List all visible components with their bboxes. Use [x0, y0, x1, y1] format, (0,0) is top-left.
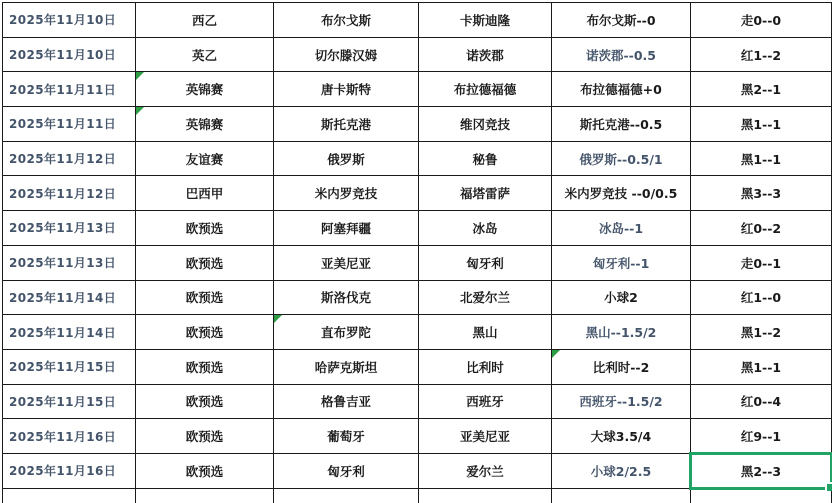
cell-handicap[interactable]: 小球2 — [552, 281, 691, 316]
cell-result[interactable]: 黑1--1 — [691, 350, 832, 385]
cell-date[interactable]: 2025年11月11日 — [3, 72, 136, 107]
cell-handicap[interactable]: 诺茨郡--0.5 — [552, 38, 691, 73]
cell-league[interactable]: 西乙 — [136, 3, 274, 38]
cell-date[interactable]: 2025年11月15日 — [3, 385, 136, 420]
cell-result[interactable]: 走0--1 — [691, 246, 832, 281]
cell-handicap[interactable]: 小球2/2.5 — [552, 454, 691, 489]
cell-result[interactable]: 红9--1 — [691, 419, 832, 454]
cell-home[interactable]: 布尔戈斯 — [274, 3, 419, 38]
cell-league[interactable]: 欧预选 — [136, 385, 274, 420]
cell-result[interactable]: 黑1--1 — [691, 142, 832, 177]
cell-date[interactable]: 2025年11月13日 — [3, 211, 136, 246]
cell-handicap[interactable]: 布尔戈斯--0 — [552, 3, 691, 38]
cell-handicap[interactable]: 西班牙--1.5/2 — [552, 385, 691, 420]
cell-date[interactable]: 2025年11月12日 — [3, 176, 136, 211]
cell-league[interactable]: 英锦赛 — [136, 107, 274, 142]
cell-home[interactable]: 葡萄牙 — [274, 419, 419, 454]
cell-handicap[interactable]: 大球3.5/4 — [552, 419, 691, 454]
cell-home[interactable]: 亚美尼亚 — [274, 246, 419, 281]
cell-home[interactable]: 切尔滕汉姆 — [274, 38, 419, 73]
cell-empty[interactable] — [419, 489, 552, 503]
cell-result[interactable]: 红1--0 — [691, 281, 832, 316]
cell-handicap[interactable]: 比利时--2 — [552, 350, 691, 385]
error-triangle-icon — [136, 107, 144, 115]
cell-empty[interactable] — [274, 489, 419, 503]
cell-handicap[interactable]: 米内罗竞技 --0/0.5 — [552, 176, 691, 211]
cell-date[interactable]: 2025年11月14日 — [3, 315, 136, 350]
cell-result[interactable]: 红0--2 — [691, 211, 832, 246]
cell-date[interactable]: 2025年11月14日 — [3, 281, 136, 316]
cell-empty[interactable] — [552, 489, 691, 503]
cell-away[interactable]: 亚美尼亚 — [419, 419, 552, 454]
cell-handicap[interactable]: 布拉德福德+0 — [552, 72, 691, 107]
cell-home[interactable]: 唐卡斯特 — [274, 72, 419, 107]
cell-home[interactable]: 斯洛伐克 — [274, 281, 419, 316]
cell-handicap[interactable]: 匈牙利--1 — [552, 246, 691, 281]
cell-away[interactable]: 维冈竞技 — [419, 107, 552, 142]
cell-league[interactable]: 欧预选 — [136, 281, 274, 316]
cell-home[interactable]: 格鲁吉亚 — [274, 385, 419, 420]
cell-handicap[interactable]: 斯托克港--0.5 — [552, 107, 691, 142]
cell-date[interactable]: 2025年11月11日 — [3, 107, 136, 142]
cell-result[interactable]: 红0--4 — [691, 385, 832, 420]
cell-home[interactable]: 米内罗竞技 — [274, 176, 419, 211]
cell-away[interactable]: 冰岛 — [419, 211, 552, 246]
cell-away[interactable]: 匈牙利 — [419, 246, 552, 281]
cell-league[interactable]: 欧预选 — [136, 419, 274, 454]
cell-away[interactable]: 布拉德福德 — [419, 72, 552, 107]
cell-result[interactable]: 走0--0 — [691, 3, 832, 38]
cell-league[interactable]: 英乙 — [136, 38, 274, 73]
error-triangle-icon — [274, 315, 282, 323]
cell-league[interactable]: 欧预选 — [136, 211, 274, 246]
cell-handicap[interactable]: 黑山--1.5/2 — [552, 315, 691, 350]
error-triangle-icon — [552, 350, 560, 358]
cell-home[interactable]: 俄罗斯 — [274, 142, 419, 177]
cell-league[interactable]: 欧预选 — [136, 350, 274, 385]
cell-away[interactable]: 福塔雷萨 — [419, 176, 552, 211]
cell-date[interactable]: 2025年11月12日 — [3, 142, 136, 177]
cell-result[interactable]: 黑1--1 — [691, 107, 832, 142]
cell-home[interactable]: 匈牙利 — [274, 454, 419, 489]
cell-away[interactable]: 卡斯迪隆 — [419, 3, 552, 38]
cell-away[interactable]: 爱尔兰 — [419, 454, 552, 489]
cell-home[interactable]: 阿塞拜疆 — [274, 211, 419, 246]
cell-league[interactable]: 巴西甲 — [136, 176, 274, 211]
cell-home[interactable]: 斯托克港 — [274, 107, 419, 142]
cell-empty[interactable] — [3, 489, 136, 503]
cell-date[interactable]: 2025年11月15日 — [3, 350, 136, 385]
cell-away[interactable]: 黑山 — [419, 315, 552, 350]
fill-handle[interactable] — [825, 482, 832, 491]
cell-away[interactable]: 秘鲁 — [419, 142, 552, 177]
cell-handicap[interactable]: 冰岛--1 — [552, 211, 691, 246]
cell-date[interactable]: 2025年11月16日 — [3, 419, 136, 454]
cell-home[interactable]: 哈萨克斯坦 — [274, 350, 419, 385]
cell-league[interactable]: 友谊赛 — [136, 142, 274, 177]
cell-away[interactable]: 西班牙 — [419, 385, 552, 420]
cell-result[interactable]: 黑2--3 — [691, 454, 832, 489]
cell-league[interactable]: 欧预选 — [136, 315, 274, 350]
cell-date[interactable]: 2025年11月10日 — [3, 38, 136, 73]
cell-result[interactable]: 黑1--2 — [691, 315, 832, 350]
cell-away[interactable]: 北爱尔兰 — [419, 281, 552, 316]
cell-result[interactable]: 红1--2 — [691, 38, 832, 73]
cell-handicap[interactable]: 俄罗斯--0.5/1 — [552, 142, 691, 177]
cell-away[interactable]: 比利时 — [419, 350, 552, 385]
cell-result[interactable]: 黑3--3 — [691, 176, 832, 211]
cell-empty[interactable] — [691, 489, 832, 503]
cell-home[interactable]: 直布罗陀 — [274, 315, 419, 350]
cell-league[interactable]: 英锦赛 — [136, 72, 274, 107]
cell-date[interactable]: 2025年11月13日 — [3, 246, 136, 281]
error-triangle-icon — [136, 72, 144, 80]
cell-date[interactable]: 2025年11月10日 — [3, 3, 136, 38]
cell-league[interactable]: 欧预选 — [136, 246, 274, 281]
spreadsheet-table — [2, 2, 832, 503]
cell-result[interactable]: 黑2--1 — [691, 72, 832, 107]
cell-league[interactable]: 欧预选 — [136, 454, 274, 489]
cell-date[interactable]: 2025年11月16日 — [3, 454, 136, 489]
cell-away[interactable]: 诺茨郡 — [419, 38, 552, 73]
cell-empty[interactable] — [136, 489, 274, 503]
